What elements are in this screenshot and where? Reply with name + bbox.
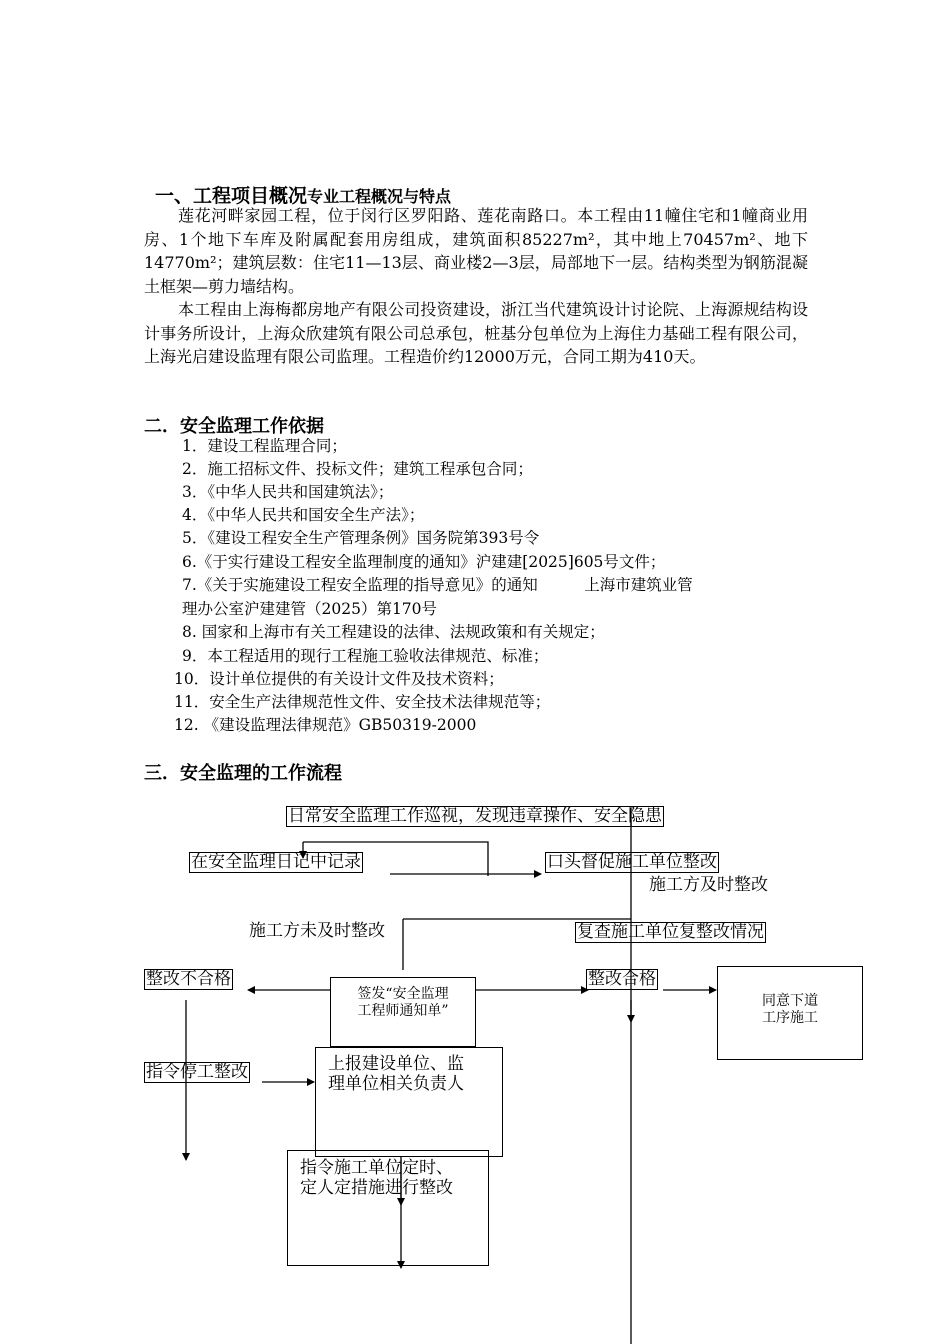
flow-fail-label: 整改不合格 [146, 969, 231, 989]
flow-order-line2: 定人定措施进行整改 [300, 1178, 453, 1198]
flow-order-line1: 指令施工单位定时、 [300, 1158, 453, 1178]
flow-report-line2: 理单位相关负责人 [328, 1074, 464, 1094]
basis-item-4: 4．《中华人民共和国安全生产法》； [182, 506, 425, 524]
basis-item-12: 12. 《建设监理法律规范》GB50319-2000 [174, 716, 477, 734]
flow-next-line1: 同意下道 [762, 993, 818, 1009]
flow-issue-line1: 签发“安全监理 [357, 986, 449, 1002]
basis-item-5: 5．《建设工程安全生产管理条例》国务院第393号令 [182, 529, 540, 547]
flow-next-line2: 工序施工 [762, 1010, 818, 1026]
basis-item-9: 9．本工程适用的现行工程施工验收法律规范、标准； [182, 647, 549, 665]
flow-issue-notice-box [330, 977, 476, 1047]
flow-report-box [315, 1047, 503, 1157]
basis-item-11: 11．安全生产法律规范性文件、安全技术法律规范等； [174, 693, 551, 711]
flow-order-box [287, 1150, 489, 1266]
basis-item-1: 1．建设工程监理合同； [182, 437, 347, 455]
flow-top-label: 日常安全监理工作巡视，发现违章操作、安全隐患 [288, 806, 662, 826]
section1-title: 一、工程项目概况 [155, 185, 308, 207]
flow-record-label: 在安全监理日记中记录 [191, 852, 361, 872]
flow-report-line1: 上报建设单位、监 [328, 1054, 464, 1074]
flow-oral-label: 口头督促施工单位整改 [547, 852, 717, 872]
section1-subtitle: 专业工程概况与特点 [307, 187, 452, 206]
basis-item-7-cont: 理办公室沪建建管（2025）第170号 [182, 600, 438, 618]
flow-pass-label: 整改合格 [588, 969, 656, 989]
flow-recheck-label: 复查施工单位复整改情况 [577, 922, 764, 942]
basis-item-6: 6.《于实行建设工程安全监理制度的通知》沪建建[2025]605号文件； [182, 553, 666, 571]
section3-title: 三．安全监理的工作流程 [144, 763, 342, 784]
flow-timely-label: 施工方及时整改 [649, 875, 768, 895]
basis-item-3: 3．《中华人民共和国建筑法》； [182, 483, 394, 501]
flow-next-process-box [717, 966, 863, 1060]
section1-paragraph-1: 莲花河畔家园工程，位于闵行区罗阳路、莲花南路口。本工程由11幢住宅和1幢商业用房、1个地下车库及附属配套用房组成，建筑面积85227m²，其中地上70457m²、地下14770m²；建筑层数：住宅11—13层、商业楼2—3层，局部地下一层。结构类型为钢筋混凝土框架—剪力墙结构。 [144, 206, 808, 296]
section2-title: 二．安全监理工作依据 [144, 416, 324, 437]
basis-item-8: 8. 国家和上海市有关工程建设的法律、法规政策和有关规定； [182, 623, 605, 641]
basis-item-10: 10．设计单位提供的有关设计文件及技术资料； [174, 670, 504, 688]
flow-stop-label: 指令停工整改 [146, 1062, 248, 1082]
flow-issue-line2: 工程师通知单” [357, 1003, 449, 1019]
flow-not-timely-label: 施工方未及时整改 [249, 921, 385, 941]
basis-item-7: 7.《关于实施建设工程安全监理的指导意见》的通知 上海市建筑业管 [182, 576, 693, 594]
section1-paragraph-2: 本工程由上海梅都房地产有限公司投资建设，浙江当代建筑设计讨论院、上海源规结构设计事务所设计，上海众欣建筑有限公司总承包，桩基分包单位为上海住力基础工程有限公司，上海光启建设监理有限公司监理。工程造价约12000万元，合同工期为410天。 [144, 300, 808, 366]
basis-item-2: 2．施工招标文件、投标文件；建筑工程承包合同； [182, 460, 533, 478]
